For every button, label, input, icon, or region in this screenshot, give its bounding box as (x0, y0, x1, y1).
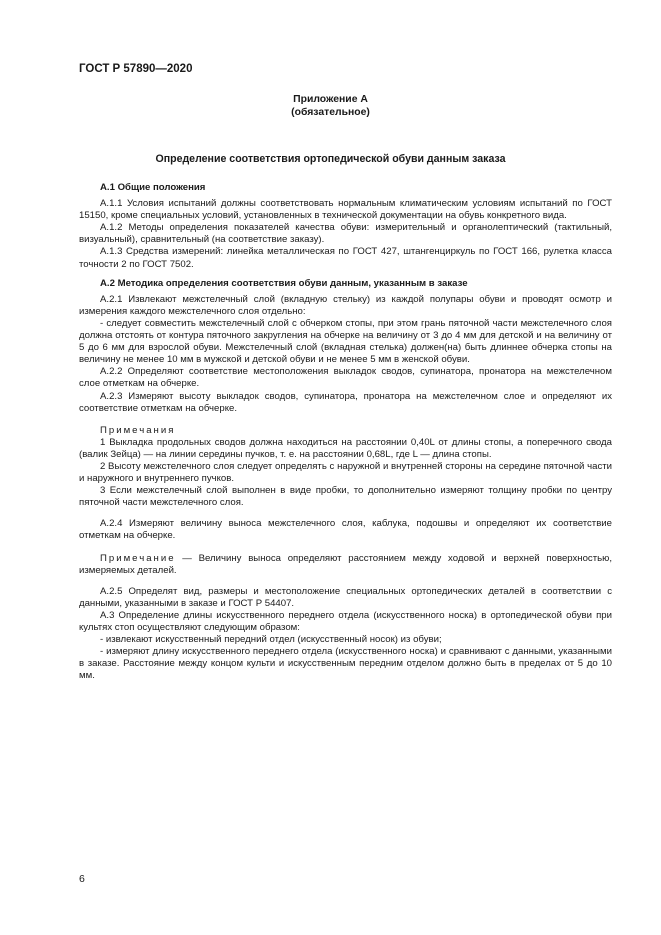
paragraph-a1-2: А.1.2 Методы определения показателей качества обуви: измерительный и органолептический (тактильный, визуальный), сравнительный (на соответствие заказу). (79, 222, 612, 246)
paragraph-a2-2: А.2.2 Определяют соответствие местоположения выкладок сводов, супинатора, пронатора на межстелечном слое отметкам на обчерке. (79, 366, 612, 390)
paragraph-a2-3: А.2.3 Измеряют высоту выкладок сводов, супинатора, пронатора на межстелечном слое и определяют их соответствие отметкам на обчерке. (79, 390, 612, 414)
section-a2-heading: А.2 Методика определения соответствия обуви данным, указанным в заказе (100, 277, 468, 289)
paragraph-a1-3: А.1.3 Средства измерений: линейка металлическая по ГОСТ 427, штангенциркуль по ГОСТ 166, рулетка класса точности 2 по ГОСТ 7502. (79, 246, 612, 270)
appendix-heading (79, 93, 582, 119)
paragraph-a2-1-item: - следует совместить межстелечный слой с обчерком стопы, при этом грань пяточной части межстелечного слоя должна отстоять от контура пяточного закругления на обчерке на величину от 3 до 4 мм для детской и на величину от 5 до 6 мм для взрослой обуви. Межстелечный слой (вкладная стелька) должен(на) быть длиннее обчерка стопы на величину не менее 10 мм в мужской и детской обуви и не менее 5 мм в женской обуви. (79, 317, 612, 366)
paragraph-a1-1: А.1.1 Условия испытаний должны соответствовать нормальным климатическим условиям испытаний по ГОСТ 15150, кроме специальных условий, установленных в технической документации на обувь конкретного вида. (79, 198, 612, 222)
note-label: Примечание (100, 552, 176, 564)
section-a1-heading: А.1 Общие положения (100, 182, 206, 193)
list-item-a3-2: - измеряют длину искусственного переднего отдела (искусственного носка) и сравнивают с данными, указанными в заказе. Расстояние между концом культи и искусственным передним отделом должно быть в пределах от 5 до 10 мм. (79, 646, 612, 682)
document-body (79, 182, 612, 682)
notes-heading: Примечания (100, 424, 176, 436)
appendix-title: Приложение А (293, 94, 368, 105)
paragraph-a2-1: А.2.1 Извлекают межстелечный слой (вкладную стельку) из каждой полупары обуви и проводят осмотр и измерения каждого межстелечного слоя отдельно: (79, 293, 612, 317)
note-text: — Величину выноса определяют расстоянием между ходовой и верхней поверхностью, измеряемых деталей. (79, 552, 612, 576)
paragraph-a2-5: А.2.5 Определят вид, размеры и местоположение специальных ортопедических деталей в соответствии с данными, указанными в заказе и ГОСТ Р 54407. (79, 585, 612, 609)
note-3: 3 Если межстелечный слой выполнен в виде пробки, то дополнительно измеряют толщину пробки по центру пяточной части межстелечного слоя. (79, 485, 612, 509)
appendix-status: (обязательное) (291, 107, 370, 118)
paragraph-a2-4: А.2.4 Измеряют величину выноса межстелечного слоя, каблука, подошвы и определяют их соответствие отметкам на обчерке. (79, 518, 612, 542)
main-title: Определение соответствия ортопедической обуви данным заказа (155, 153, 506, 165)
note-single (79, 553, 612, 577)
list-item-a3-1: - извлекают искусственный передний отдел (искусственный носок) из обуви; (100, 634, 442, 646)
note-2: 2 Высоту межстелечного слоя следует определять с наружной и внутренней стороны на середине пяточной части и наружного и внутреннего пучков. (79, 460, 612, 485)
document-header: ГОСТ Р 57890—2020 (79, 63, 193, 75)
paragraph-a3: А.3 Определение длины искусственного переднего отдела (искусственного носка) в ортопедической обуви при культях стоп осуществляют следующим образом: (79, 609, 612, 633)
note-1: 1 Выкладка продольных сводов должна находиться на расстоянии 0,40L от длины стопы, а поперечного свода (валик Зейца) — на линии середины пучков, т. е. на расстоянии 0,68L, где L — длина стопы. (79, 436, 612, 460)
page-number: 6 (79, 873, 85, 885)
